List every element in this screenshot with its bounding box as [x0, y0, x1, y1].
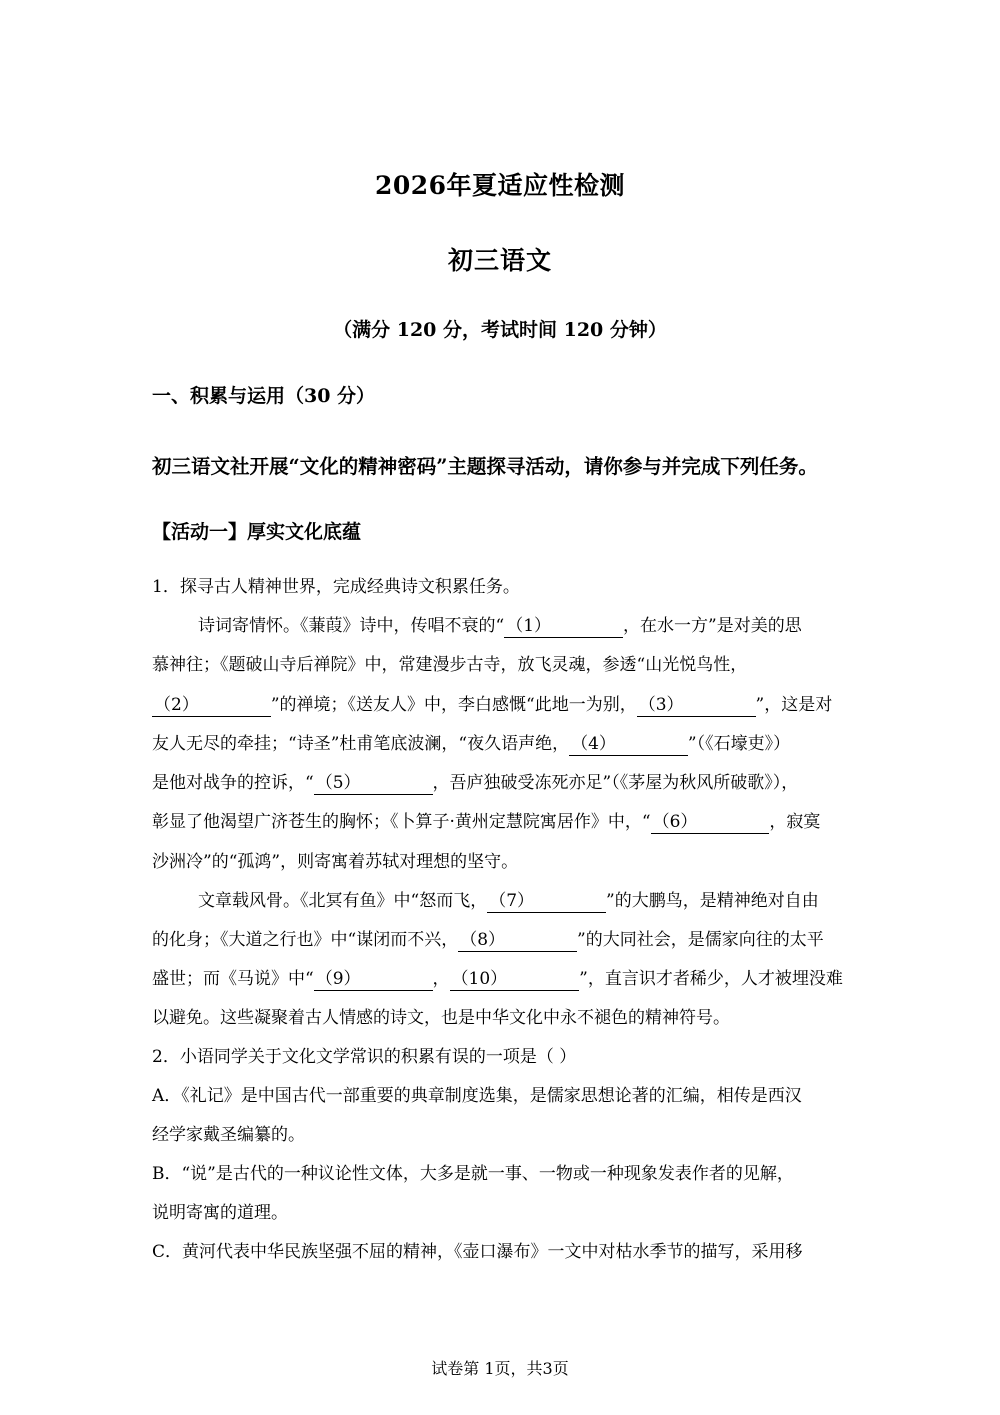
text: ，吾庐独破受冻死亦足”（《茅屋为秋风所破歌》）， — [432, 773, 799, 793]
question-1-stem: 1．探寻古人精神世界，完成经典诗文积累任务。 — [152, 577, 520, 597]
exam-note: （满分 120 分，考试时间 120 分钟） — [333, 319, 667, 341]
text: ”，直言识才者稀少，人才被埋没难 — [579, 969, 843, 989]
text: 友人无尽的牵挂；“诗圣”杜甫笔底波澜，“夜久语声绝， — [152, 734, 570, 754]
q1-paragraph1-line3 — [152, 690, 832, 717]
q1-paragraph2-line1 — [198, 886, 819, 913]
text: 彰显了他渴望广济苍生的胸怀；《卜算子·黄州定慧院寓居作》中，“ — [152, 812, 651, 832]
answer-blank-3[interactable]: （3） — [637, 695, 756, 717]
answer-blank-7[interactable]: （7） — [487, 891, 606, 913]
subject-title: 初三语文 — [447, 246, 552, 275]
section-title: 一、积累与运用（30 分） — [152, 385, 376, 407]
text: ， — [432, 969, 450, 989]
q1-paragraph1-line6 — [152, 807, 820, 834]
text: ”，这是对 — [755, 695, 833, 715]
q1-paragraph1-line4 — [152, 729, 790, 756]
text: 的化身；《大道之行也》中“谋闭而不兴， — [152, 930, 459, 950]
q1-paragraph1-line2: 慕神往；《题破山寺后禅院》中，常建漫步古寺，放飞灵魂，参透“山光悦鸟性， — [152, 655, 748, 675]
option-b-line1[interactable]: B．“说”是古代的一种议论性文体，大多是就一事、一物或一种现象发表作者的见解， — [152, 1164, 794, 1184]
q1-paragraph2-line2 — [152, 925, 824, 952]
answer-blank-2[interactable]: （2） — [152, 695, 271, 717]
q1-paragraph1-line1 — [198, 611, 802, 638]
text: ”的大同社会，是儒家向往的太平 — [577, 930, 824, 950]
option-a-line1[interactable]: A．《礼记》是中国古代一部重要的典章制度选集，是儒家思想论著的汇编，相传是西汉 — [152, 1086, 802, 1106]
q1-paragraph2-line4: 以避免。这些凝聚着古人情感的诗文，也是中华文化中永不褪色的精神符号。 — [152, 1008, 730, 1028]
q1-paragraph1-line7: 沙洲冷”的“孤鸿”，则寄寓着苏轼对理想的坚守。 — [152, 852, 519, 872]
answer-blank-10[interactable]: （10） — [450, 969, 580, 991]
answer-blank-9[interactable]: （9） — [314, 969, 433, 991]
page-footer: 试卷第 1页，共3页 — [431, 1359, 569, 1378]
answer-blank-1[interactable]: （1） — [504, 616, 623, 638]
activity-title: 【活动一】厚实文化底蕴 — [152, 521, 362, 543]
option-c-line1[interactable]: C．黄河代表中华民族坚强不屈的精神，《壶口瀑布》一文中对枯水季节的描写，采用移 — [152, 1242, 803, 1262]
answer-blank-6[interactable]: （6） — [651, 812, 770, 834]
question-2-stem: 2．小语同学关于文化文学常识的积累有误的一项是（ ） — [152, 1047, 577, 1067]
text: 是他对战争的控诉，“ — [152, 773, 314, 793]
text: 诗词寄情怀。《蒹葭》诗中，传唱不衰的“ — [198, 616, 505, 636]
option-b-line2[interactable]: 说明寄寓的道理。 — [152, 1203, 288, 1223]
answer-blank-4[interactable]: （4） — [569, 734, 688, 756]
answer-blank-8[interactable]: （8） — [458, 930, 577, 952]
text: ”的大鹏鸟，是精神绝对自由 — [606, 891, 819, 911]
text: ，在水一方”是对美的思 — [623, 616, 802, 636]
exam-title: 2026年夏适应性检测 — [374, 171, 626, 200]
answer-blank-5[interactable]: （5） — [314, 773, 433, 795]
text: 文章载风骨。《北冥有鱼》中“怒而飞， — [198, 891, 488, 911]
text: ”的禅境；《送友人》中，李白感慨“此地一为别， — [270, 695, 637, 715]
section-intro: 初三语文社开展“文化的精神密码”主题探寻活动，请你参与并完成下列任务。 — [152, 455, 818, 478]
q1-paragraph1-line5 — [152, 768, 798, 795]
text: ”（《石壕吏》） — [687, 734, 791, 754]
option-a-line2[interactable]: 经学家戴圣编纂的。 — [152, 1125, 305, 1145]
q1-paragraph2-line3 — [152, 964, 843, 991]
text: ，寂寞 — [769, 812, 821, 832]
text: 盛世；而《马说》中“ — [152, 969, 314, 989]
